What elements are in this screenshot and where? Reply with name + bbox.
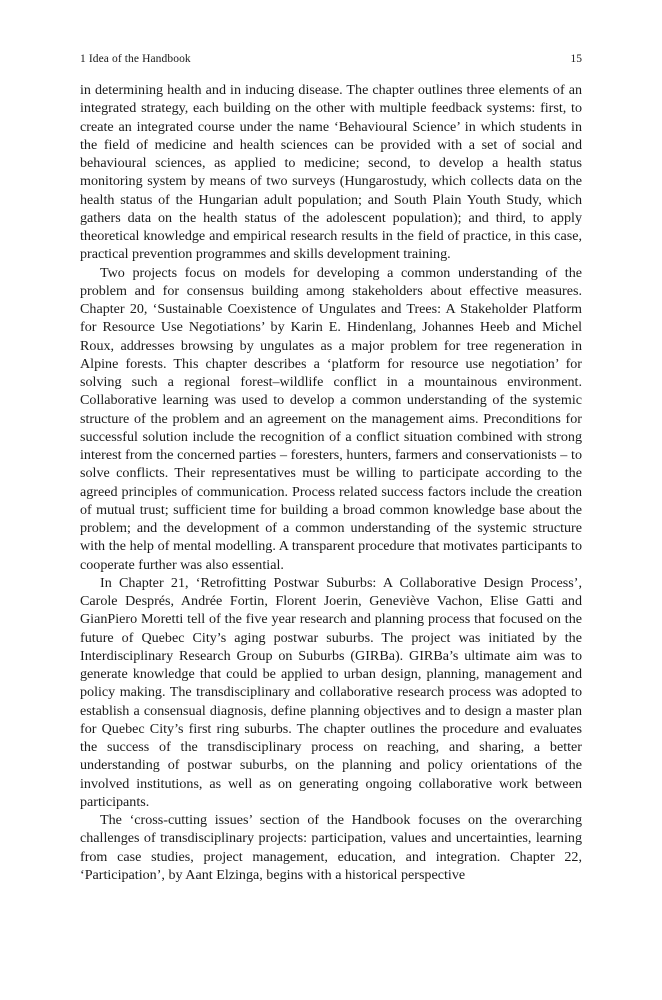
page-number: 15: [570, 53, 582, 65]
body-text: [80, 81, 582, 884]
paragraph-continued: in determining health and in inducing disease. The chapter outlines three elements of an integrated strategy, each building on the other with multiple feedback systems: first, to create an integrated course under the name ‘Behavioural Science’ in which students in the field of medicine and health sciences can be provided with a set of social and behavioural sciences, as applied to medicine; second, to develop a health status monitoring system by means of two surveys (Hungarostudy, which collects data on the health status of the Hungarian adult population; and South Plain Youth Study, which gathers data on the health status of the adolescent population); and third, to apply theoretical knowledge and empirical research results in the field of practice, in this case, practical prevention programmes and skills development training.: [80, 82, 582, 263]
chapter-running-title: 1 Idea of the Handbook: [80, 53, 191, 65]
paragraph-cross-cutting-issues: The ‘cross-cutting issues’ section of the Handbook focuses on the overarching challenges of transdisciplinary projects: participation, values and uncertainties, learning from case studies, project management, education, and integration. Chapter 22, ‘Participation’, by Aant Elzinga, begins with a historical perspective: [80, 812, 582, 883]
paragraph-chapter-21: In Chapter 21, ‘Retrofitting Postwar Suburbs: A Collaborative Design Process’, Carole Després, Andrée Fortin, Florent Joerin, Geneviève Vachon, Elise Gatti and GianPiero Moretti tell of the five year research and planning process that focused on the future of Quebec City’s aging postwar suburbs. The project was initiated by the Interdisciplinary Research Group on Suburbs (GIRBa). GIRBa’s ultimate aim was to generate knowledge that could be applied to urban design, planning, management and policy making. The transdisciplinary and collaborative research process was adopted to establish a consensual diagnosis, define planning objectives and to design a master plan for Quebec City’s first ring suburbs. The chapter outlines the procedure and evaluates the success of the transdisciplinary process on reaching, and sharing, a better understanding of postwar suburbs, on the planning and policy orientations of the involved institutions, as well as on generating ongoing collaborative work between participants.: [80, 574, 582, 810]
book-page: [80, 52, 582, 884]
running-head: [80, 52, 582, 66]
paragraph-chapter-20: Two projects focus on models for developing a common understanding of the problem and for consensus building among stakeholders about effective measures. Chapter 20, ‘Sustainable Coexistence of Ungulates and Trees: A Stakeholder Platform for Resource Use Negotiations’ by Karin E. Hindenlang, Johannes Heeb and Michel Roux, addresses browsing by ungulates as a major problem for tree regeneration in Alpine forests. This chapter describes a ‘platform for resource use negotiation’ for solving such a regional forest–wildlife conflict in a mountainous environment. Collaborative learning was used to develop a common understanding of the systemic structure of the problem and an agreement on the management aims. Preconditions for successful solution include the recognition of a conflict situation combined with strong interest from the concerned parties – foresters, hunters, farmers and conservationists – to solve conflicts. Their representatives must be willing to participate according to the agreed principles of communication. Process related success factors include the creation of mutual trust; sufficient time for building a broad common knowledge base about the problem; and the development of a common understanding of the systemic structure with the help of mental modelling. A transparent procedure that motivates participants to cooperate further was also essential.: [80, 264, 582, 573]
